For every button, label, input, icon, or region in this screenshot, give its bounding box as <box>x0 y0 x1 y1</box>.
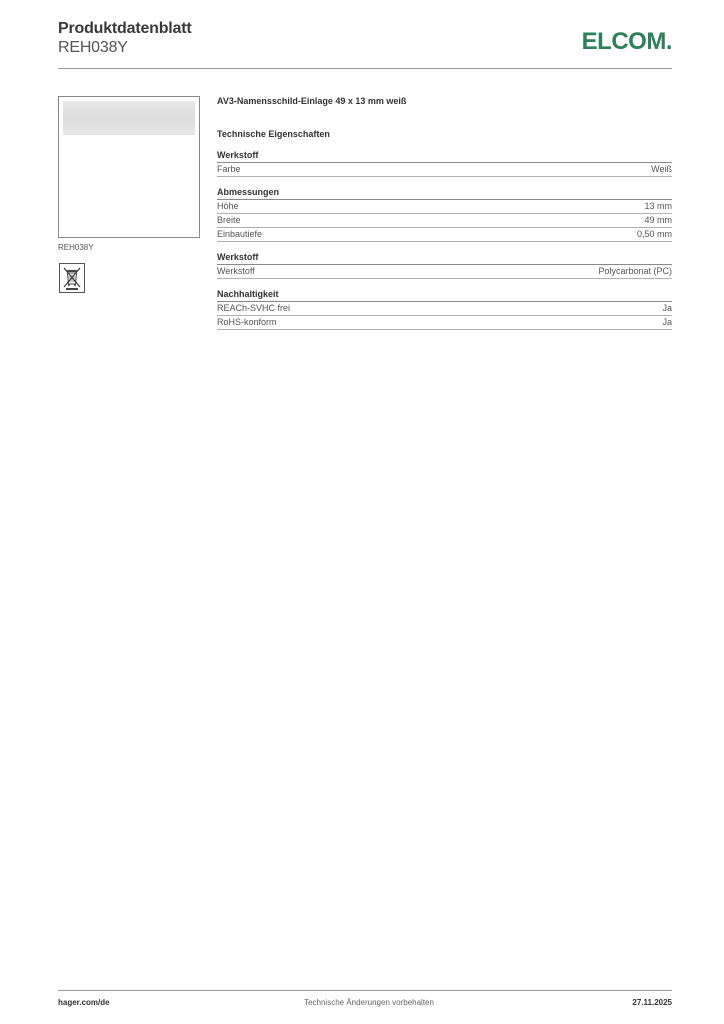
property-label: Farbe <box>217 164 241 174</box>
section-title: Werkstoff <box>217 252 672 265</box>
property-value: Weiß <box>651 164 672 174</box>
property-label: Werkstoff <box>217 266 255 276</box>
weee-crossed-bin-icon <box>59 263 85 293</box>
image-caption: REH038Y <box>58 243 94 252</box>
product-code: REH038Y <box>58 39 128 56</box>
section-title: Nachhaltigkeit <box>217 289 672 302</box>
footer-website: hager.com/de <box>58 998 110 1007</box>
property-row <box>217 265 672 279</box>
header-divider <box>58 68 672 69</box>
property-row <box>217 200 672 214</box>
property-row <box>217 228 672 242</box>
product-image <box>58 96 200 238</box>
nameplate-insert-image <box>63 101 195 135</box>
property-label: RoHS-konform <box>217 317 277 327</box>
tech-properties-heading: Technische Eigenschaften <box>217 129 330 139</box>
property-value: Ja <box>662 317 672 327</box>
section-title: Werkstoff <box>217 150 672 163</box>
property-value: 13 mm <box>644 201 672 211</box>
product-name: AV3-Namensschild-Einlage 49 x 13 mm weiß <box>217 96 407 106</box>
page-title: Produktdatenblatt <box>58 20 192 37</box>
elcom-logo: ELCOM. <box>581 28 672 55</box>
property-value: 49 mm <box>644 215 672 225</box>
property-row <box>217 163 672 177</box>
footer-disclaimer: Technische Änderungen vorbehalten <box>304 998 434 1007</box>
footer-date: 27.11.2025 <box>632 998 672 1007</box>
property-value: Ja <box>662 303 672 313</box>
property-label: Einbautiefe <box>217 229 263 239</box>
property-row <box>217 214 672 228</box>
property-label: Höhe <box>217 201 239 211</box>
property-label: Breite <box>217 215 241 225</box>
properties-sections <box>217 150 672 330</box>
property-section <box>217 187 672 242</box>
property-section <box>217 252 672 279</box>
property-value: Polycarbonat (PC) <box>598 266 672 276</box>
property-row <box>217 302 672 316</box>
property-section <box>217 289 672 330</box>
footer-divider <box>58 990 672 991</box>
section-title: Abmessungen <box>217 187 672 200</box>
product-details <box>217 96 672 330</box>
property-row <box>217 316 672 330</box>
property-value: 0,50 mm <box>636 229 672 239</box>
property-label: REACh-SVHC frei <box>217 303 291 313</box>
property-section <box>217 150 672 177</box>
